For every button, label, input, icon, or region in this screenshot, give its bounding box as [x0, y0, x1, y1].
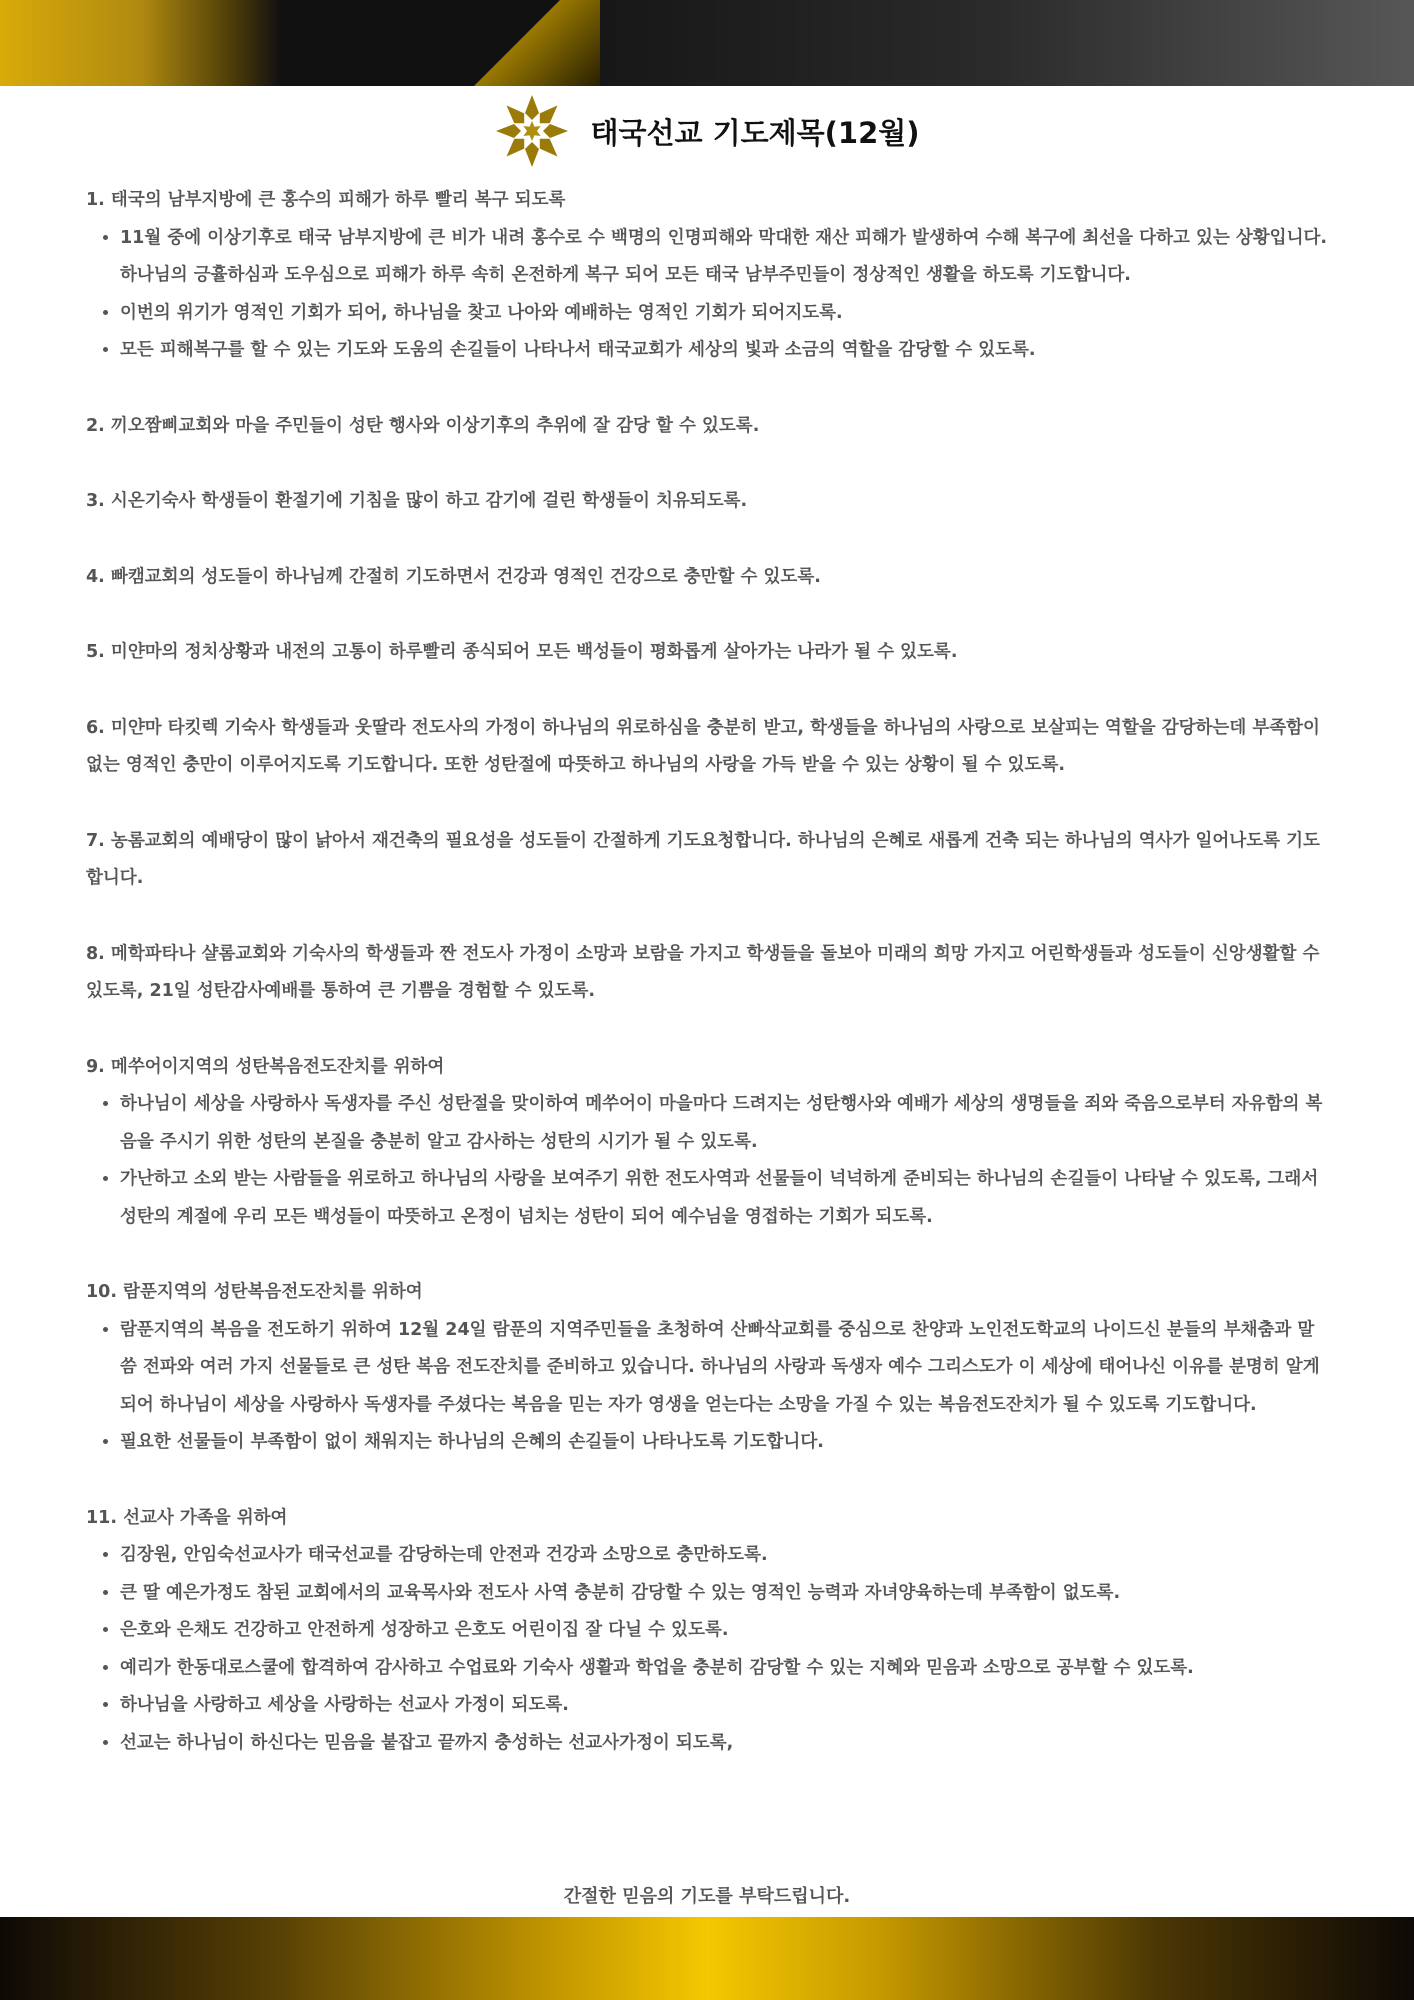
prayer-section [86, 1049, 1330, 1237]
bullet-item: • 예리가 한동대로스쿨에 합격하여 감사하고 수업료와 기숙사 생활과 학업을 충분히 감당할 수 있는 지혜와 믿음과 소망으로 공부할 수 있도록. [120, 1650, 1330, 1688]
prayer-section [86, 559, 1330, 597]
title-row [0, 92, 1414, 170]
bullet-item: • 하나님이 세상을 사랑하사 독생자를 주신 성탄절을 맞이하여 메쑤어이 마을마다 드려지는 성탄행사와 예배가 세상의 생명들을 죄와 죽음으로부터 자유함의 복음을 주시기 위한 성탄의 본질을 충분히 알고 감사하는 성탄의 시기가 될 수 있도록. [120, 1086, 1330, 1161]
bullet-item: • 11월 중에 이상기후로 태국 남부지방에 큰 비가 내려 홍수로 수 백명의 인명피해와 막대한 재산 피해가 발생하여 수해 복구에 최선을 다하고 있는 상황입니다. 하나님의 긍휼하심과 도우심으로 피해가 하루 속히 온전하게 복구 되어 모든 태국 남부주민들이 정상적인 생활을 하도록 기도합니다. [120, 220, 1330, 295]
bullet-list [86, 1086, 1330, 1236]
header-dark-stripe [560, 0, 1414, 86]
section-heading: 9. 메쑤어이지역의 성탄복음전도잔치를 위하여 [86, 1056, 445, 1077]
prayer-section [86, 936, 1330, 1011]
prayer-section [86, 634, 1330, 672]
bullet-item: • 가난하고 소외 받는 사람들을 위로하고 하나님의 사랑을 보여주기 위한 전도사역과 선물들이 넉넉하게 준비되는 하나님의 손길들이 나타날 수 있도록, 그래서 성탄의 계절에 우리 모든 백성들이 따뜻하고 온정이 넘치는 성탄이 되어 예수님을 영접하는 기회가 되도록. [120, 1161, 1330, 1236]
bullet-item: • 이번의 위기가 영적인 기회가 되어, 하나님을 찾고 나아와 예배하는 영적인 기회가 되어지도록. [120, 295, 1330, 333]
header-gold-stripe [0, 0, 560, 86]
prayer-section [86, 408, 1330, 446]
bullet-list [86, 1537, 1330, 1762]
bullet-item: • 필요한 선물들이 부족함이 없이 채워지는 하나님의 은혜의 손길들이 나타나도록 기도합니다. [120, 1424, 1330, 1462]
section-heading: 4. 빠캠교회의 성도들이 하나님께 간절히 기도하면서 건강과 영적인 건강으로 충만할 수 있도록. [86, 566, 821, 587]
footer-message: 간절한 믿음의 기도를 부탁드립니다. [563, 1886, 851, 1907]
header-banner [0, 0, 1414, 86]
bullet-list [86, 1312, 1330, 1462]
prayer-section [86, 1274, 1330, 1462]
section-heading: 2. 끼오짬삐교회와 마을 주민들이 성탄 행사와 이상기후의 추위에 잘 감당 할 수 있도록. [86, 415, 760, 436]
prayer-list [86, 182, 1330, 1762]
prayer-section [86, 483, 1330, 521]
section-heading: 6. 미얀마 타킷렉 기숙사 학생들과 웃딸라 전도사의 가정이 하나님의 위로하심을 충분히 받고, 학생들을 하나님의 사랑으로 보살피는 역할을 감당하는데 부족함이 없는 영적인 충만이 이루어지도록 기도합니다. 또한 성탄절에 따뜻하고 하나님의 사랑을 가득 받을 수 있는 상황이 될 수 있도록. [86, 717, 1320, 775]
gold-flower-emblem-icon [494, 93, 570, 169]
section-heading: 8. 메학파타나 샬롬교회와 기숙사의 학생들과 짠 전도사 가정이 소망과 보람을 가지고 학생들을 돌보아 미래의 희망 가지고 어린학생들과 성도들이 신앙생활할 수 있도록, 21일 성탄감사예배를 통하여 큰 기쁨을 경험할 수 있도록. [86, 943, 1320, 1001]
bullet-item: • 큰 딸 예은가정도 참된 교회에서의 교육목사와 전도사 사역 충분히 감당할 수 있는 영적인 능력과 자녀양육하는데 부족함이 없도록. [120, 1575, 1330, 1613]
section-heading: 1. 태국의 남부지방에 큰 홍수의 피해가 하루 빨리 복구 되도록 [86, 190, 566, 210]
bullet-list [86, 220, 1330, 370]
prayer-section [86, 823, 1330, 898]
bullet-item: • 은호와 은채도 건강하고 안전하게 성장하고 은호도 어린이집 잘 다닐 수 있도록. [120, 1612, 1330, 1650]
section-heading: 7. 농롬교회의 예배당이 많이 낡아서 재건축의 필요성을 성도들이 간절하게 기도요청합니다. 하나님의 은혜로 새롭게 건축 되는 하나님의 역사가 일어나도록 기도합니다. [86, 830, 1320, 888]
prayer-section [86, 182, 1330, 370]
section-heading: 3. 시온기숙사 학생들이 환절기에 기침을 많이 하고 감기에 걸린 학생들이 치유되도록. [86, 491, 748, 511]
section-heading: 5. 미얀마의 정치상황과 내전의 고통이 하루빨리 종식되어 모든 백성들이 평화롭게 살아가는 나라가 될 수 있도록. [86, 642, 958, 662]
section-heading: 10. 람푼지역의 성탄복음전도잔치를 위하여 [86, 1282, 423, 1302]
footer-banner [0, 1917, 1414, 2000]
prayer-section [86, 1500, 1330, 1763]
section-heading: 11. 선교사 가족을 위하여 [86, 1507, 288, 1528]
bullet-item: • 하나님을 사랑하고 세상을 사랑하는 선교사 가정이 되도록. [120, 1687, 1330, 1725]
bullet-item: • 람푼지역의 복음을 전도하기 위하여 12월 24일 람푼의 지역주민들을 초청하여 산빠삭교회를 중심으로 찬양과 노인전도학교의 나이드신 분들의 부채춤과 말씀 전파와 여러 가지 선물들로 큰 성탄 복음 전도잔치를 준비하고 있습니다. 하나님의 사랑과 독생자 예수 그리스도가 이 세상에 태어나신 이유를 분명히 알게 되어 하나님이 세상을 사랑하사 독생자를 주셨다는 복음을 믿는 자가 영생을 얻는다는 소망을 가질 수 있는 복음전도잔치가 될 수 있도록 기도합니다. [120, 1312, 1330, 1425]
bullet-item: • 김장원, 안임숙선교사가 태국선교를 감당하는데 안전과 건강과 소망으로 충만하도록. [120, 1537, 1330, 1575]
bullet-item: • 선교는 하나님이 하신다는 믿음을 붙잡고 끝까지 충성하는 선교사가정이 되도록, [120, 1725, 1330, 1763]
page-title: 태국선교 기도제목(12월) [590, 115, 920, 150]
bullet-item: • 모든 피해복구를 할 수 있는 기도와 도움의 손길들이 나타나서 태국교회가 세상의 빛과 소금의 역할을 감당할 수 있도록. [120, 332, 1330, 370]
prayer-section [86, 710, 1330, 785]
